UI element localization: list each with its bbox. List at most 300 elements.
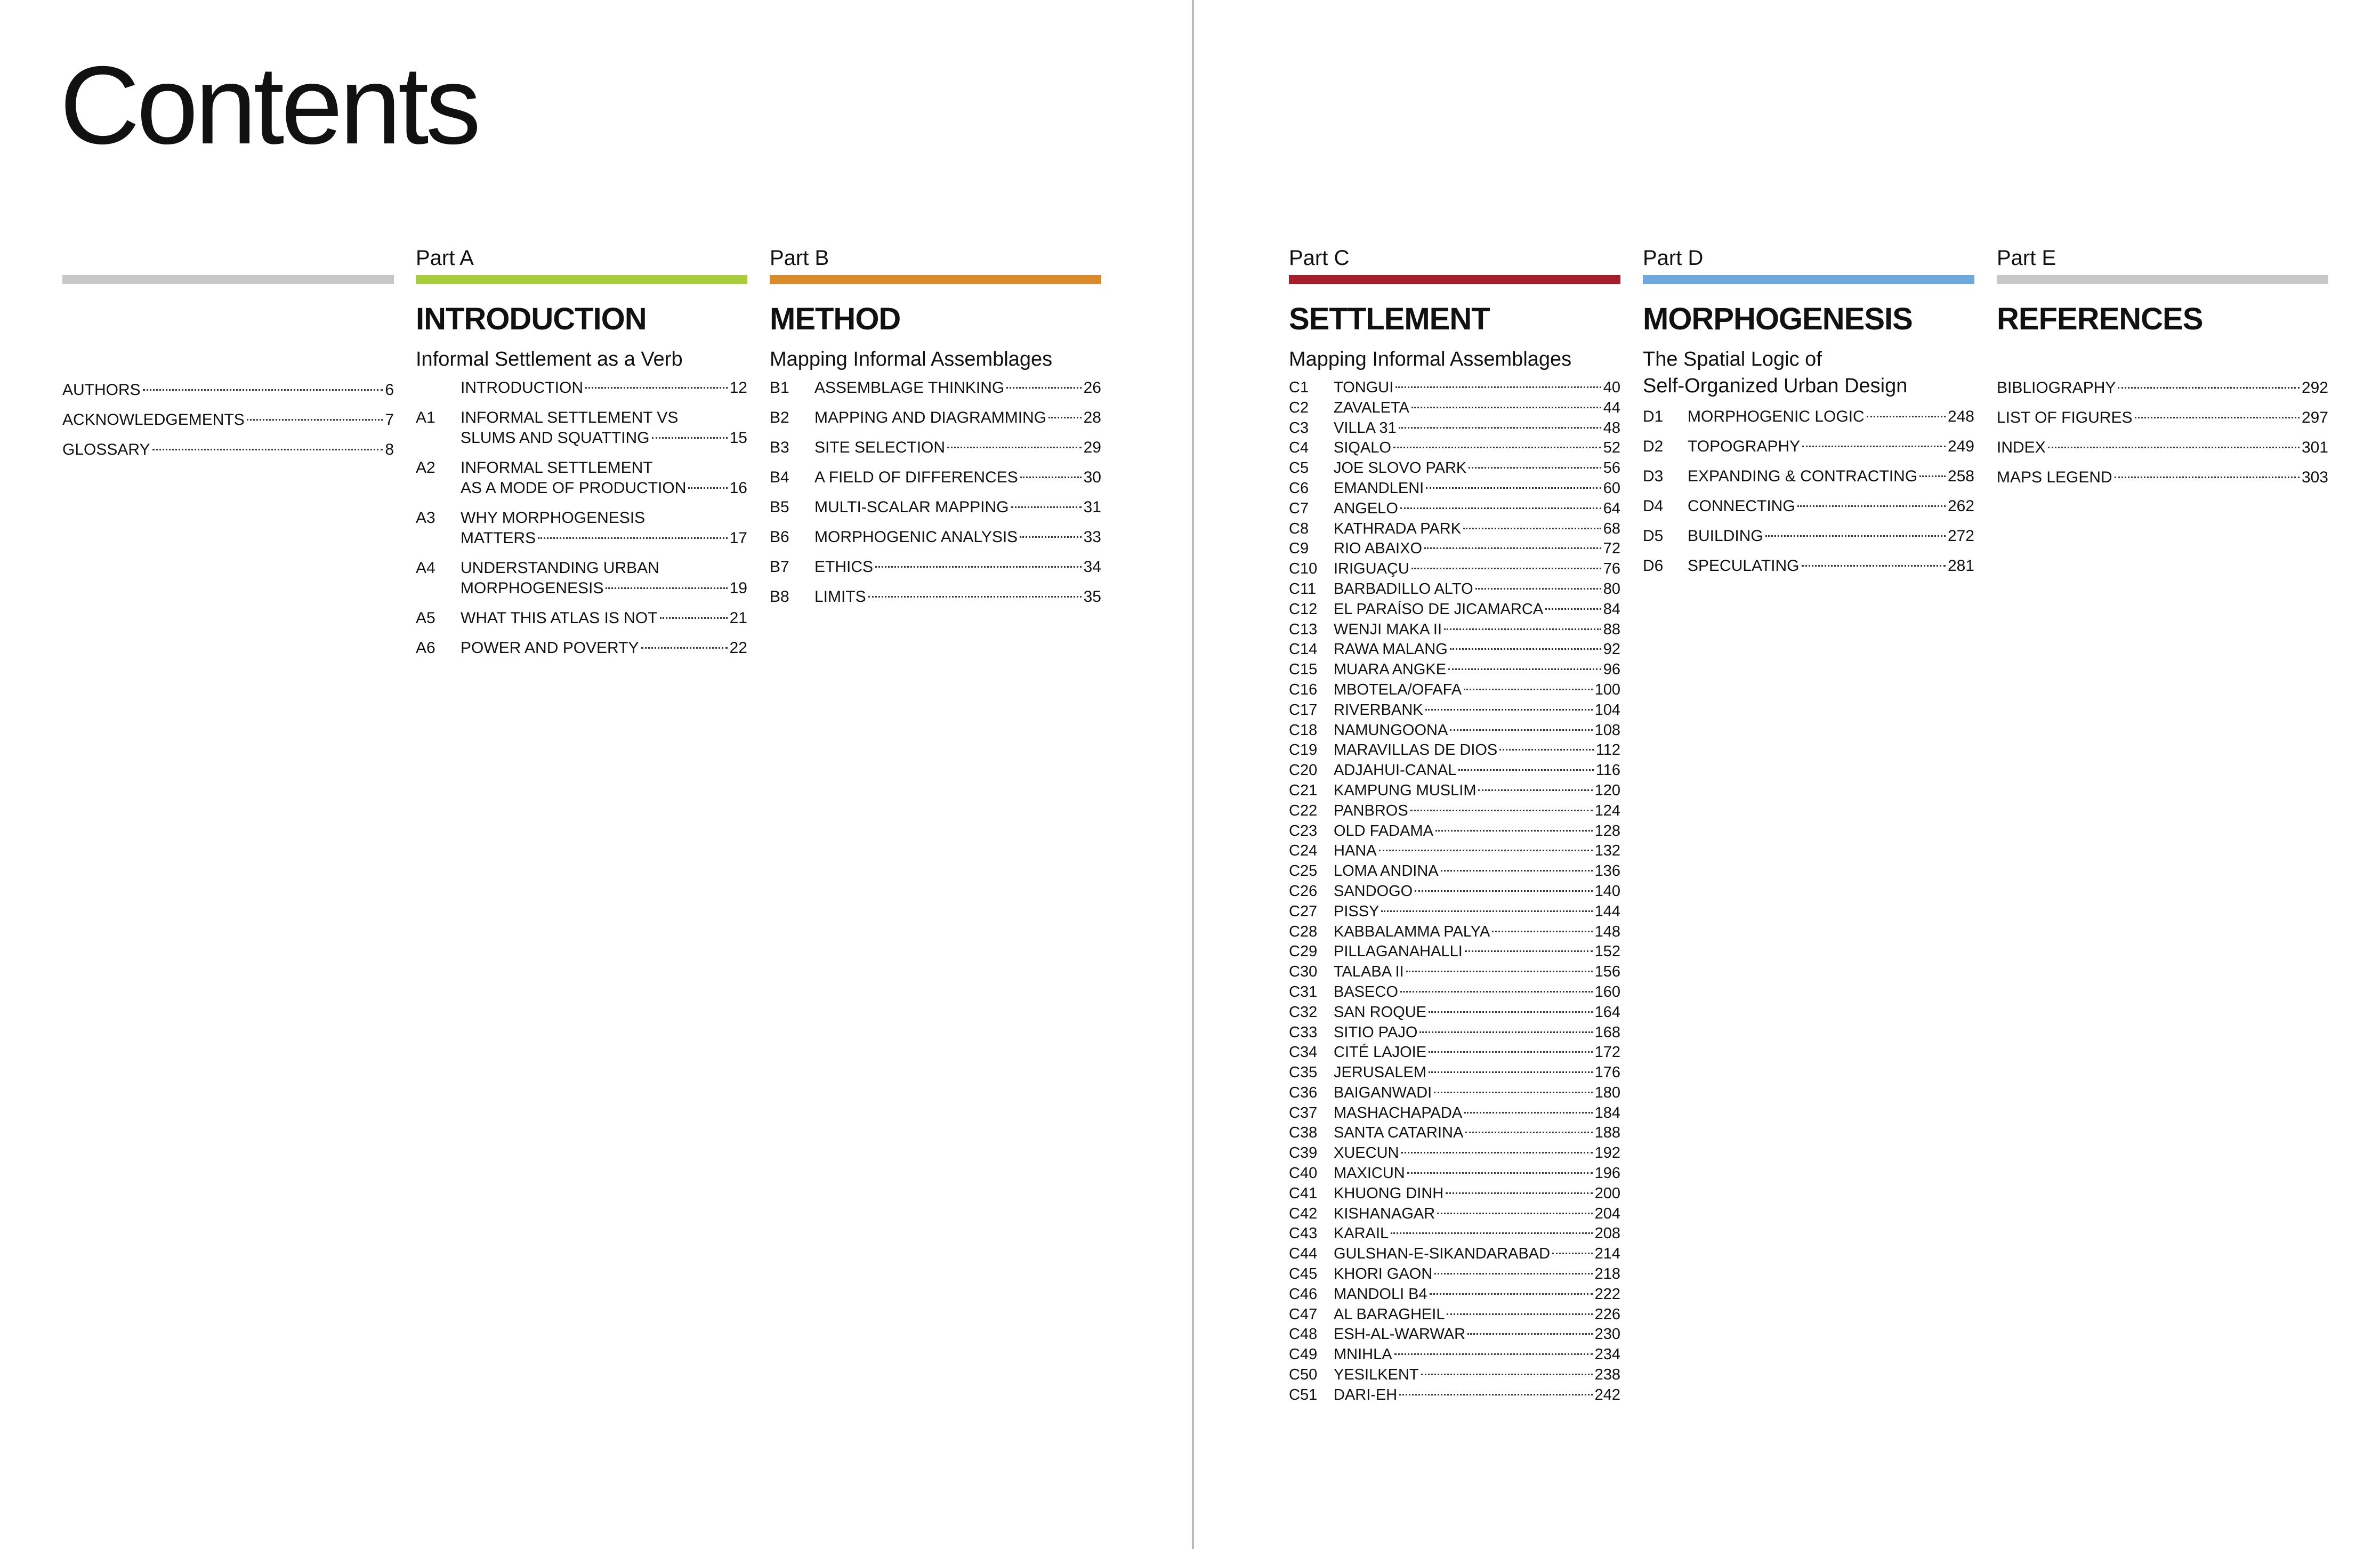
toc-entry-code: B6: [770, 528, 789, 546]
toc-entry-body: [1334, 962, 1620, 982]
toc-entry-page: 12: [729, 379, 747, 397]
toc-entry-body: [1334, 680, 1620, 700]
toc-entry-title: MAXICUN: [1334, 1165, 1405, 1182]
part-e-column: [1997, 245, 2328, 497]
toc-leader-dots: [652, 437, 728, 439]
toc-entry-title: LIMITS: [814, 588, 866, 606]
front-matter-column: [62, 245, 394, 470]
toc-entry-page: 303: [2301, 469, 2328, 486]
toc-entry-row: [1334, 1103, 1620, 1124]
toc-entry-body: [1334, 700, 1620, 721]
toc-entry-row: [1688, 466, 1974, 487]
toc-entry[interactable]: [1289, 821, 1620, 842]
toc-entry-code: C18: [1289, 721, 1318, 739]
toc-entry[interactable]: [1289, 1184, 1620, 1204]
toc-entry-page: 292: [2301, 379, 2328, 397]
toc-entry[interactable]: [770, 467, 1101, 488]
toc-entry[interactable]: [1289, 579, 1620, 600]
toc-entry[interactable]: [1289, 962, 1620, 982]
toc-entry[interactable]: [1289, 479, 1620, 499]
toc-entry-code: A3: [416, 509, 435, 527]
toc-entry-body: [461, 408, 747, 448]
front-matter-bar: [62, 275, 394, 284]
toc-leader-dots: [1379, 850, 1593, 851]
toc-entry[interactable]: [1997, 408, 2328, 428]
toc-entry[interactable]: [1289, 620, 1620, 640]
toc-entry-title: YESILKENT: [1334, 1366, 1419, 1384]
toc-entry-body: [1334, 740, 1620, 761]
toc-leader-dots: [606, 587, 727, 589]
toc-entry-code: C9: [1289, 540, 1309, 558]
toc-entry-page: 258: [1947, 467, 1974, 485]
toc-entry[interactable]: [416, 408, 747, 448]
toc-entry-row: [1334, 1043, 1620, 1063]
toc-entry[interactable]: [416, 378, 747, 398]
toc-entry-body: [1334, 499, 1620, 519]
toc-leader-dots: [1545, 608, 1601, 610]
toc-entry-row: [461, 578, 747, 599]
toc-entry[interactable]: [1643, 556, 1974, 576]
toc-leader-dots: [1802, 565, 1946, 567]
toc-leader-dots: [1391, 1232, 1592, 1234]
toc-entry-row: [1334, 761, 1620, 781]
toc-entry[interactable]: [1289, 1385, 1620, 1406]
toc-entry[interactable]: [1643, 437, 1974, 457]
toc-leader-dots: [1797, 505, 1946, 507]
toc-entry[interactable]: [1643, 496, 1974, 517]
toc-entry-code: C49: [1289, 1346, 1318, 1364]
toc-entry[interactable]: [62, 410, 394, 430]
toc-entry-page: 152: [1594, 943, 1620, 961]
toc-entry-page: 132: [1594, 842, 1620, 860]
toc-entry-title-line1: INFORMAL SETTLEMENT: [461, 459, 653, 477]
toc-entry-title: SAN ROQUE: [1334, 1003, 1427, 1021]
toc-leader-dots: [2048, 447, 2300, 448]
toc-entry-row: [1334, 821, 1620, 842]
toc-entry-page: 15: [729, 429, 747, 447]
toc-entry[interactable]: [1289, 1103, 1620, 1124]
toc-leader-dots: [1410, 810, 1593, 811]
toc-entry-page: 30: [1083, 469, 1101, 486]
toc-entry[interactable]: [1289, 841, 1620, 861]
toc-leader-dots: [1464, 1112, 1592, 1114]
toc-leader-dots: [1395, 386, 1601, 388]
toc-entry-body: [1334, 539, 1620, 559]
part-label: Part C: [1289, 246, 1350, 270]
toc-entry-code: A6: [416, 639, 435, 657]
toc-entry-body: [1334, 1143, 1620, 1164]
toc-entry-title: MUARA ANGKE: [1334, 661, 1447, 679]
toc-entry-body: [461, 378, 747, 398]
toc-entry[interactable]: [1289, 559, 1620, 579]
toc-entry-title: TONGUI: [1334, 379, 1394, 396]
toc-entry[interactable]: [1289, 660, 1620, 680]
page-gutter: [1192, 0, 1194, 1549]
toc-entry-body: [814, 467, 1101, 488]
toc-entry[interactable]: [1289, 418, 1620, 439]
toc-entry-page: 80: [1603, 580, 1620, 598]
toc-entry-row: [461, 478, 747, 498]
toc-entry-title: KARAIL: [1334, 1225, 1389, 1243]
page-title: Contents: [60, 44, 478, 167]
toc-entry-page: 180: [1594, 1084, 1620, 1101]
part-c-column: [1289, 245, 1620, 1406]
toc-entry[interactable]: [1997, 467, 2328, 488]
toc-entry-code: C46: [1289, 1285, 1318, 1303]
toc-entry-row: [1334, 781, 1620, 801]
toc-entry[interactable]: [1643, 407, 1974, 427]
toc-entry-row: [1997, 378, 2328, 398]
toc-entry-row: [814, 467, 1101, 488]
toc-entry-title: JERUSALEM: [1334, 1064, 1427, 1082]
toc-entry-page: 164: [1594, 1003, 1620, 1021]
toc-entry-row: [1334, 1003, 1620, 1023]
toc-entry-code: B3: [770, 439, 789, 456]
toc-leader-dots: [1381, 910, 1592, 912]
toc-entry[interactable]: [1289, 1365, 1620, 1385]
toc-entry-row: [1334, 1083, 1620, 1103]
toc-entry-page: 64: [1603, 499, 1620, 517]
toc-entry-row: [814, 378, 1101, 398]
toc-entry-row: [1334, 1143, 1620, 1164]
toc-entry-title: SPECULATING: [1688, 557, 1800, 575]
toc-entry[interactable]: [1289, 700, 1620, 721]
toc-entry-title: MORPHOGENIC ANALYSIS: [814, 528, 1018, 546]
toc-entry-code: B7: [770, 558, 789, 576]
toc-entry-code: D1: [1643, 408, 1664, 425]
toc-entry[interactable]: [1289, 438, 1620, 458]
toc-entry[interactable]: [416, 638, 747, 658]
toc-entry-page: 204: [1594, 1205, 1620, 1222]
toc-entry-page: 172: [1594, 1044, 1620, 1061]
toc-entry[interactable]: [770, 408, 1101, 428]
toc-entry-page: 16: [729, 479, 747, 497]
toc-leader-dots: [1400, 507, 1601, 509]
toc-entry-code: C16: [1289, 681, 1318, 698]
toc-leader-dots: [1867, 416, 1946, 417]
toc-entry[interactable]: [1643, 526, 1974, 546]
toc-entry-page: 248: [1947, 408, 1974, 425]
toc-entry-code: C25: [1289, 862, 1318, 880]
toc-leader-dots: [947, 447, 1082, 448]
toc-entry-title: OLD FADAMA: [1334, 822, 1433, 840]
toc-entry-page: 156: [1594, 963, 1620, 981]
toc-entry-row: [1334, 418, 1620, 439]
toc-entry-code: C3: [1289, 419, 1309, 437]
toc-entry[interactable]: [1289, 458, 1620, 479]
toc-entry-row: [461, 428, 747, 448]
toc-entry[interactable]: [1289, 1123, 1620, 1143]
toc-entry-code: C19: [1289, 741, 1318, 759]
toc-leader-dots: [1407, 1172, 1593, 1174]
toc-entry[interactable]: [1289, 781, 1620, 801]
toc-leader-dots: [1437, 1213, 1592, 1214]
toc-entry-row: [1334, 801, 1620, 821]
toc-entry-body: [1688, 466, 1974, 487]
toc-entry[interactable]: [1643, 466, 1974, 487]
toc-leader-dots: [2135, 417, 2300, 418]
toc-entry[interactable]: [1289, 861, 1620, 882]
toc-entry-title: CONNECTING: [1688, 497, 1795, 515]
toc-entry[interactable]: [770, 438, 1101, 458]
toc-entry-page: 44: [1603, 399, 1620, 416]
toc-entry-title: ADJAHUI-CANAL: [1334, 762, 1457, 779]
toc-entry-page: 301: [2301, 439, 2328, 456]
part-heading: METHOD: [770, 302, 901, 336]
toc-entry[interactable]: [62, 440, 394, 460]
toc-entry-row: [1334, 1345, 1620, 1365]
toc-entry[interactable]: [1289, 1023, 1620, 1043]
toc-leader-dots: [1492, 931, 1592, 932]
toc-entry-body: [1334, 620, 1620, 640]
toc-entry-title: RIO ABAIXO: [1334, 540, 1422, 558]
toc-entry-code: C43: [1289, 1225, 1318, 1243]
toc-leader-dots: [1411, 568, 1601, 569]
toc-entry[interactable]: [1289, 519, 1620, 539]
toc-leader-dots: [1430, 1293, 1593, 1295]
toc-entry[interactable]: [1289, 1003, 1620, 1023]
toc-entry-title: SLUMS AND SQUATTING: [461, 429, 650, 447]
toc-entry[interactable]: [1289, 740, 1620, 761]
toc-entry[interactable]: [1289, 902, 1620, 922]
toc-entry-row: [814, 527, 1101, 547]
toc-entry-row: [1334, 1063, 1620, 1083]
toc-entry[interactable]: [416, 608, 747, 628]
part-entry-list: [1289, 378, 1620, 1406]
toc-entry[interactable]: [1289, 680, 1620, 700]
toc-entry[interactable]: [1997, 378, 2328, 398]
toc-entry-page: 184: [1594, 1104, 1620, 1122]
toc-entry[interactable]: [1289, 398, 1620, 418]
toc-entry-body: [814, 497, 1101, 518]
toc-entry-page: 214: [1594, 1245, 1620, 1263]
part-subtitle: The Spatial Logic of Self-Organized Urban Design: [1643, 348, 1908, 397]
toc-entry-title: GLOSSARY: [62, 441, 150, 458]
toc-entry-title: GULSHAN-E-SIKANDARABAD: [1334, 1245, 1551, 1263]
toc-entry-code: C8: [1289, 520, 1309, 537]
toc-entry-page: 19: [729, 579, 747, 597]
toc-entry-code: C23: [1289, 822, 1318, 840]
toc-leader-dots: [1406, 971, 1593, 972]
toc-entry[interactable]: [416, 508, 747, 548]
toc-entry-title: MAPS LEGEND: [1997, 469, 2112, 486]
toc-entry-title: MARAVILLAS DE DIOS: [1334, 741, 1498, 759]
toc-entry-body: [1334, 1244, 1620, 1264]
toc-entry[interactable]: [770, 527, 1101, 547]
front-matter-list: [62, 380, 394, 460]
toc-entry-page: 35: [1083, 588, 1101, 606]
toc-entry[interactable]: [1289, 1083, 1620, 1103]
toc-entry-row: [62, 380, 394, 400]
toc-leader-dots: [1048, 417, 1082, 418]
toc-entry-row: [1334, 902, 1620, 922]
toc-entry-title: DARI-EH: [1334, 1386, 1398, 1403]
toc-entry-code: C39: [1289, 1144, 1318, 1162]
toc-entry-body: [1334, 1184, 1620, 1204]
toc-entry-title: EL PARAÍSO DE JICAMARCA: [1334, 600, 1544, 618]
toc-entry-row: [1334, 841, 1620, 861]
toc-entry-page: 112: [1595, 741, 1620, 759]
toc-entry[interactable]: [1289, 1345, 1620, 1365]
toc-entry[interactable]: [1289, 499, 1620, 519]
toc-entry[interactable]: [1289, 922, 1620, 942]
toc-entry[interactable]: [1289, 801, 1620, 821]
toc-entry-code: C31: [1289, 983, 1318, 1001]
toc-entry[interactable]: [1289, 1204, 1620, 1224]
toc-entry-row: [1334, 539, 1620, 559]
toc-entry-page: 104: [1594, 701, 1620, 719]
toc-entry[interactable]: [1289, 982, 1620, 1003]
toc-entry-body: [1334, 479, 1620, 499]
toc-entry-body: [1334, 1325, 1620, 1345]
toc-entry-title: VILLA 31: [1334, 419, 1397, 437]
toc-entry-title: PANBROS: [1334, 802, 1408, 819]
toc-entry-body: [1334, 1305, 1620, 1325]
toc-entry-code: [416, 378, 461, 398]
toc-leader-dots: [1421, 1374, 1593, 1375]
toc-entry-page: 136: [1594, 862, 1620, 880]
toc-entry-row: [1334, 579, 1620, 600]
toc-leader-dots: [875, 566, 1082, 568]
toc-entry-code: C47: [1289, 1305, 1318, 1323]
toc-entry[interactable]: [1289, 942, 1620, 962]
toc-entry[interactable]: [1289, 1325, 1620, 1345]
toc-entry-row: [1334, 479, 1620, 499]
toc-entry[interactable]: [1289, 1305, 1620, 1325]
toc-leader-dots: [1425, 709, 1593, 711]
toc-entry-title: SITIO PAJO: [1334, 1023, 1418, 1041]
toc-entry[interactable]: [1289, 761, 1620, 781]
toc-entry-body: [1334, 882, 1620, 902]
toc-entry-page: 84: [1603, 600, 1620, 618]
toc-entry-code: D2: [1643, 438, 1664, 455]
toc-entry-body: [1334, 1224, 1620, 1244]
toc-entry-code: C50: [1289, 1366, 1318, 1384]
toc-entry[interactable]: [1289, 1285, 1620, 1305]
toc-entry-code: A4: [416, 559, 435, 577]
toc-entry-body: [1997, 438, 2328, 458]
toc-entry-page: 262: [1947, 497, 1974, 515]
toc-entry[interactable]: [416, 458, 747, 498]
toc-entry-body: [461, 608, 747, 628]
toc-entry-row: [1334, 1204, 1620, 1224]
toc-entry-row: [1997, 467, 2328, 488]
toc-entry[interactable]: [1289, 539, 1620, 559]
toc-entry-body: [1334, 781, 1620, 801]
toc-entry-row: [1688, 496, 1974, 517]
toc-entry[interactable]: [1289, 600, 1620, 620]
toc-entry[interactable]: [1289, 1063, 1620, 1083]
toc-entry[interactable]: [770, 378, 1101, 398]
toc-entry-body: [62, 380, 394, 400]
toc-leader-dots: [1434, 1273, 1592, 1274]
toc-entry-page: 230: [1594, 1326, 1620, 1343]
toc-entry-body: [1688, 556, 1974, 576]
toc-entry-page: 68: [1603, 520, 1620, 537]
toc-entry-body: [1997, 467, 2328, 488]
toc-entry-body: [1997, 408, 2328, 428]
toc-entry-body: [1334, 398, 1620, 418]
toc-entry-code: C38: [1289, 1124, 1318, 1142]
toc-entry[interactable]: [1289, 1264, 1620, 1285]
toc-entry[interactable]: [1289, 1224, 1620, 1244]
toc-leader-dots: [1499, 749, 1593, 751]
toc-entry[interactable]: [770, 557, 1101, 577]
toc-entry[interactable]: [1289, 721, 1620, 741]
toc-entry[interactable]: [1997, 438, 2328, 458]
toc-entry-body: [1334, 1063, 1620, 1083]
toc-entry[interactable]: [62, 380, 394, 400]
toc-leader-dots: [1919, 475, 1946, 477]
toc-entry-page: 281: [1947, 557, 1974, 575]
toc-entry[interactable]: [1289, 378, 1620, 398]
toc-entry-title: BIBLIOGRAPHY: [1997, 379, 2116, 397]
toc-entry[interactable]: [1289, 640, 1620, 660]
toc-entry[interactable]: [770, 587, 1101, 607]
toc-entry[interactable]: [1289, 1244, 1620, 1264]
toc-entry-body: [1334, 841, 1620, 861]
toc-entry-title: PISSY: [1334, 902, 1379, 920]
toc-leader-dots: [1478, 789, 1592, 791]
toc-entry[interactable]: [416, 558, 747, 599]
toc-leader-dots: [1435, 830, 1593, 832]
toc-leader-dots: [660, 617, 728, 619]
toc-entry-title: HANA: [1334, 842, 1377, 860]
toc-entry[interactable]: [770, 497, 1101, 518]
toc-entry-body: [461, 638, 747, 658]
toc-entry-page: 52: [1603, 439, 1620, 457]
toc-entry-page: 76: [1603, 560, 1620, 578]
toc-leader-dots: [1441, 870, 1593, 872]
toc-entry-page: 144: [1594, 902, 1620, 920]
toc-entry-row: [1334, 519, 1620, 539]
toc-entry-title: INTRODUCTION: [461, 379, 583, 397]
toc-entry-body: [1334, 418, 1620, 439]
toc-entry-title: SIQALO: [1334, 439, 1391, 457]
toc-entry-code: C33: [1289, 1023, 1318, 1041]
toc-entry-body: [1334, 761, 1620, 781]
toc-entry-row: [1334, 499, 1620, 519]
toc-entry-body: [1334, 801, 1620, 821]
toc-entry[interactable]: [1289, 1043, 1620, 1063]
toc-entry-row: [814, 497, 1101, 518]
toc-entry-code: B4: [770, 469, 789, 486]
toc-entry-page: 148: [1594, 923, 1620, 940]
toc-entry[interactable]: [1289, 1143, 1620, 1164]
toc-entry[interactable]: [1289, 882, 1620, 902]
toc-entry-code: C12: [1289, 600, 1318, 618]
toc-entry-page: 226: [1594, 1305, 1620, 1323]
toc-entry-row: [1334, 922, 1620, 942]
toc-entry-body: [1334, 1083, 1620, 1103]
part-a-column: [416, 245, 747, 668]
toc-entry-row: [1334, 1365, 1620, 1385]
toc-entry-title: BASECO: [1334, 983, 1398, 1001]
toc-entry-row: [461, 528, 747, 548]
toc-entry[interactable]: [1289, 1164, 1620, 1184]
toc-leader-dots: [1011, 506, 1082, 508]
toc-entry-code: C34: [1289, 1044, 1318, 1061]
toc-entry-row: [1334, 680, 1620, 700]
toc-entry-row: [1334, 458, 1620, 479]
toc-entry-title: BAIGANWADI: [1334, 1084, 1432, 1101]
toc-entry-code: C27: [1289, 902, 1318, 920]
toc-entry-row: [1334, 1164, 1620, 1184]
toc-entry-page: 128: [1594, 822, 1620, 840]
front-matter-label: [62, 245, 394, 271]
toc-leader-dots: [538, 537, 728, 539]
toc-entry-code: D4: [1643, 497, 1664, 515]
